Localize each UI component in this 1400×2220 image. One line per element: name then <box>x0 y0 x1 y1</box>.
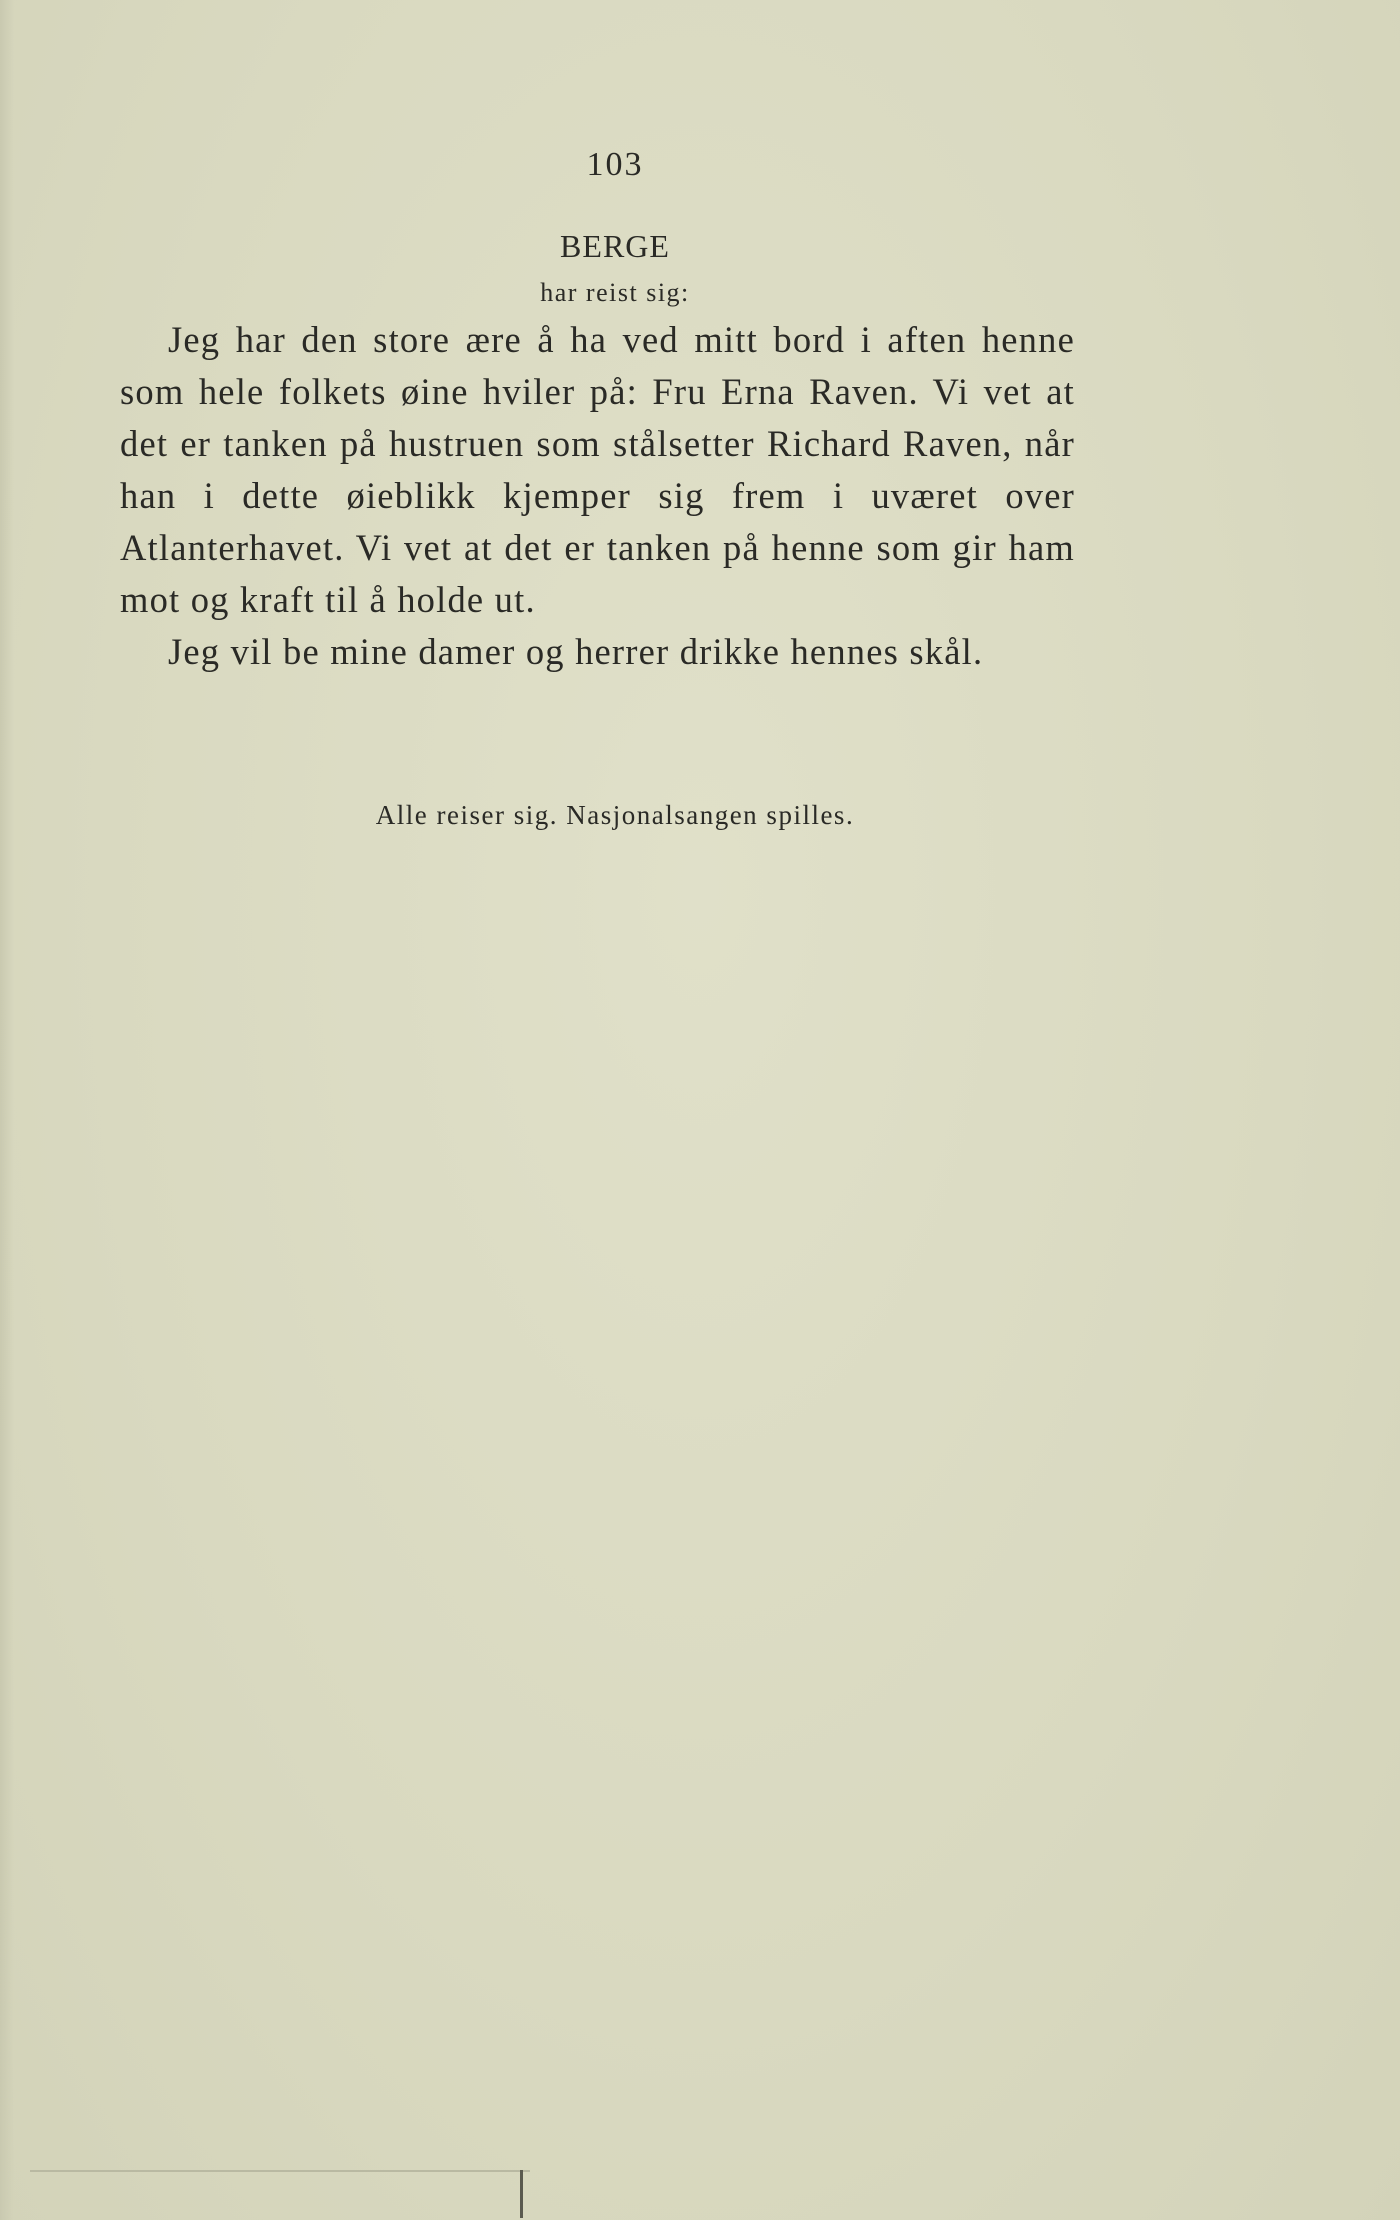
speaker-name: BERGE <box>560 228 670 264</box>
speech-paragraph: Jeg har den store ære å ha ved mitt bord i aften henne som hele folkets øine hviler på: Fru Erna Raven. Vi vet at det er tanken på hustruen som stålsetter Richard Raven, når han i dette øieblikk kjemper sig frem i uværet over Atlanterhavet. Vi vet at det er tanken på henne som gir ham mot og kraft til å holde ut. <box>120 319 1075 620</box>
scan-edge-line <box>30 2170 530 2172</box>
scan-edge-mark <box>520 2170 523 2218</box>
page-edge-shadow <box>0 0 14 2220</box>
stage-direction-end: Alle reiser sig. Nasjonalsangen spilles. <box>375 800 855 830</box>
speech-text <box>120 314 1075 678</box>
stage-direction-intro: har reist sig: <box>540 278 690 307</box>
page-number: 103 <box>586 146 644 183</box>
speech-paragraph: Jeg vil be mine damer og herrer drikke hennes skål. <box>168 631 984 672</box>
